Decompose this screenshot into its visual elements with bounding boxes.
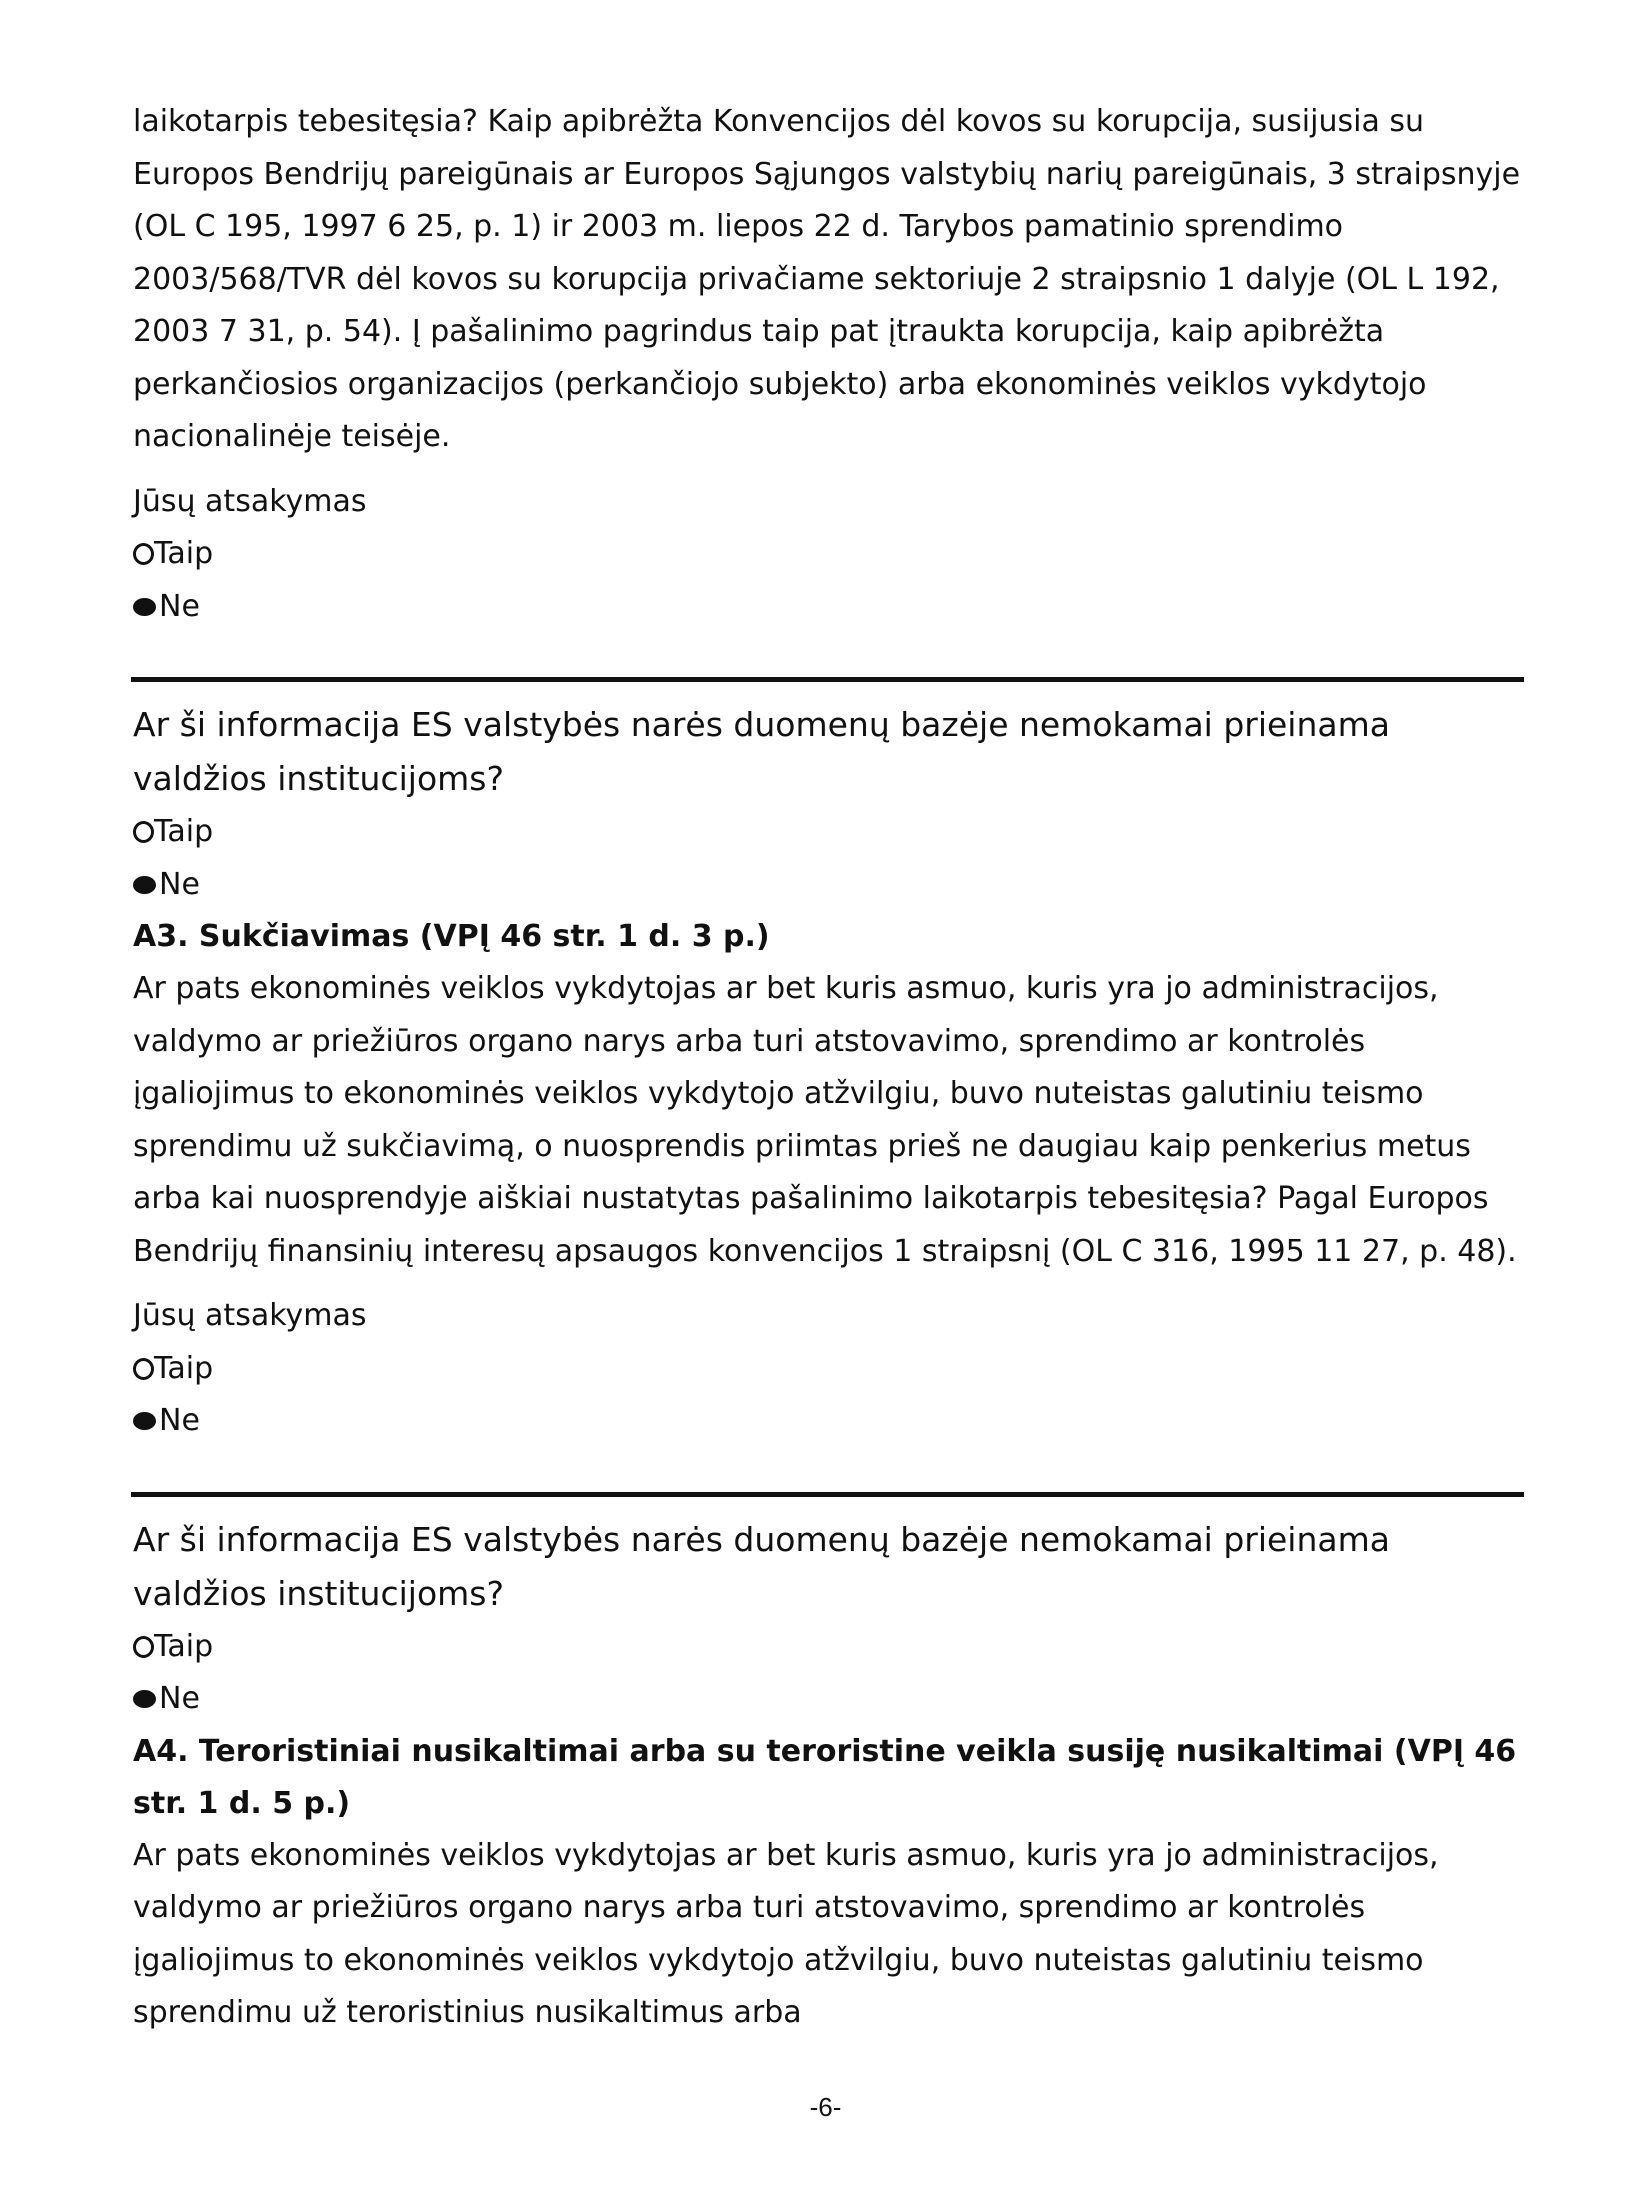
answer-option-yes[interactable] (133, 528, 1523, 581)
a3-question-text: Ar pats ekonominės veiklos vykdytojas ar bet kuris asmuo, kuris yra jo administracijos, valdymo ar priežiūros organo narys arba turi atstovavimo, sprendimo ar kontrolės įgaliojimus to ekonominės veiklos vykdytojo atžvilgiu, buvo nuteistas galutiniu teismo sprendimu už sukčiavimą, o nuosprendis priimtas prieš ne daugiau kaip penkerius metus arba kai nuosprendyje aiškiai nustatytas pašalinimo laikotarpis tebesitęsia? Pagal Europos Bendrijų finansinių interesų apsaugos konvencijos 1 straipsnį (OL C 316, 1995 11 27, p. 48). (133, 971, 1517, 1269)
radio-checked-icon[interactable] (133, 1412, 156, 1430)
a4-heading: A4. Teroristiniai nusikaltimai arba su teroristine veikla susiję nusikaltimai (VPĮ 46 str. 1 d. 5 p.) (133, 1733, 1517, 1821)
a4-question-text: Ar pats ekonominės veiklos vykdytojas ar bet kuris asmuo, kuris yra jo administracijos, valdymo ar priežiūros organo narys arba turi atstovavimo, sprendimo ar kontrolės įgaliojimus to ekonominės veiklos vykdytojo atžvilgiu, buvo nuteistas galutiniu teismo sprendimu už teroristinius nusikaltimus arba (133, 1837, 1439, 2030)
option-yes-label: Taip (154, 814, 214, 849)
corruption-paragraph-tail: laikotarpis tebesitęsia? Kaip apibrėžta Konvencijos dėl kovos su korupcija, susijusia su Europos Bendrijų pareigūnais ar Europos Sąjungos valstybių narių pareigūnais, 3 straipsnyje (OL C 195, 1997 6 25, p. 1) ir 2003 m. liepos 22 d. Tarybos pamatinio sprendimo 2003/568/TVR dėl kovos su korupcija privačiame sektoriuje 2 straipsnio 1 dalyje (OL L 192, 2003 7 31, p. 54). Į pašalinimo pagrindus taip pat įtraukta korupcija, kaip apibrėžta perkančiosios organizacijos (perkančiojo subjekto) arba ekonominės veiklos vykdytojo nacionalinėje teisėje. (133, 104, 1521, 454)
document-body (133, 96, 1523, 2040)
answer-label: Jūsų atsakymas (133, 1298, 367, 1333)
radio-unchecked-icon[interactable] (133, 543, 154, 565)
page-number: -6- (809, 2092, 842, 2122)
option-no-label: Ne (159, 1681, 200, 1716)
option-yes-label: Taip (154, 536, 214, 571)
database-option-no[interactable] (133, 859, 1523, 912)
a3-database-option-no[interactable] (133, 1673, 1523, 1726)
radio-checked-icon[interactable] (133, 876, 156, 894)
answer-option-no[interactable] (133, 581, 1523, 634)
radio-checked-icon[interactable] (133, 598, 156, 616)
radio-unchecked-icon[interactable] (133, 821, 154, 843)
a3-heading: A3. Sukčiavimas (VPĮ 46 str. 1 d. 3 p.) (133, 919, 770, 954)
section-divider (131, 1492, 1524, 1497)
option-no-label: Ne (159, 588, 200, 624)
radio-unchecked-icon[interactable] (133, 1358, 154, 1380)
answer-label: Jūsų atsakymas (133, 483, 367, 519)
a3-answer-option-yes[interactable] (133, 1343, 1523, 1396)
radio-checked-icon[interactable] (133, 1690, 156, 1708)
database-question: Ar ši informacija ES valstybės narės duomenų bazėje nemokamai prieinama valdžios institucijoms? (133, 705, 1390, 798)
database-option-yes[interactable] (133, 806, 1523, 859)
a3-database-option-yes[interactable] (133, 1621, 1523, 1674)
a3-answer-option-no[interactable] (133, 1395, 1523, 1448)
section-divider (131, 677, 1524, 682)
database-question: Ar ši informacija ES valstybės narės duomenų bazėje nemokamai prieinama valdžios institucijoms? (133, 1519, 1390, 1613)
option-no-label: Ne (159, 1403, 200, 1438)
option-yes-label: Taip (154, 1628, 214, 1664)
option-yes-label: Taip (154, 1350, 214, 1386)
option-no-label: Ne (159, 866, 200, 902)
radio-unchecked-icon[interactable] (133, 1636, 154, 1658)
